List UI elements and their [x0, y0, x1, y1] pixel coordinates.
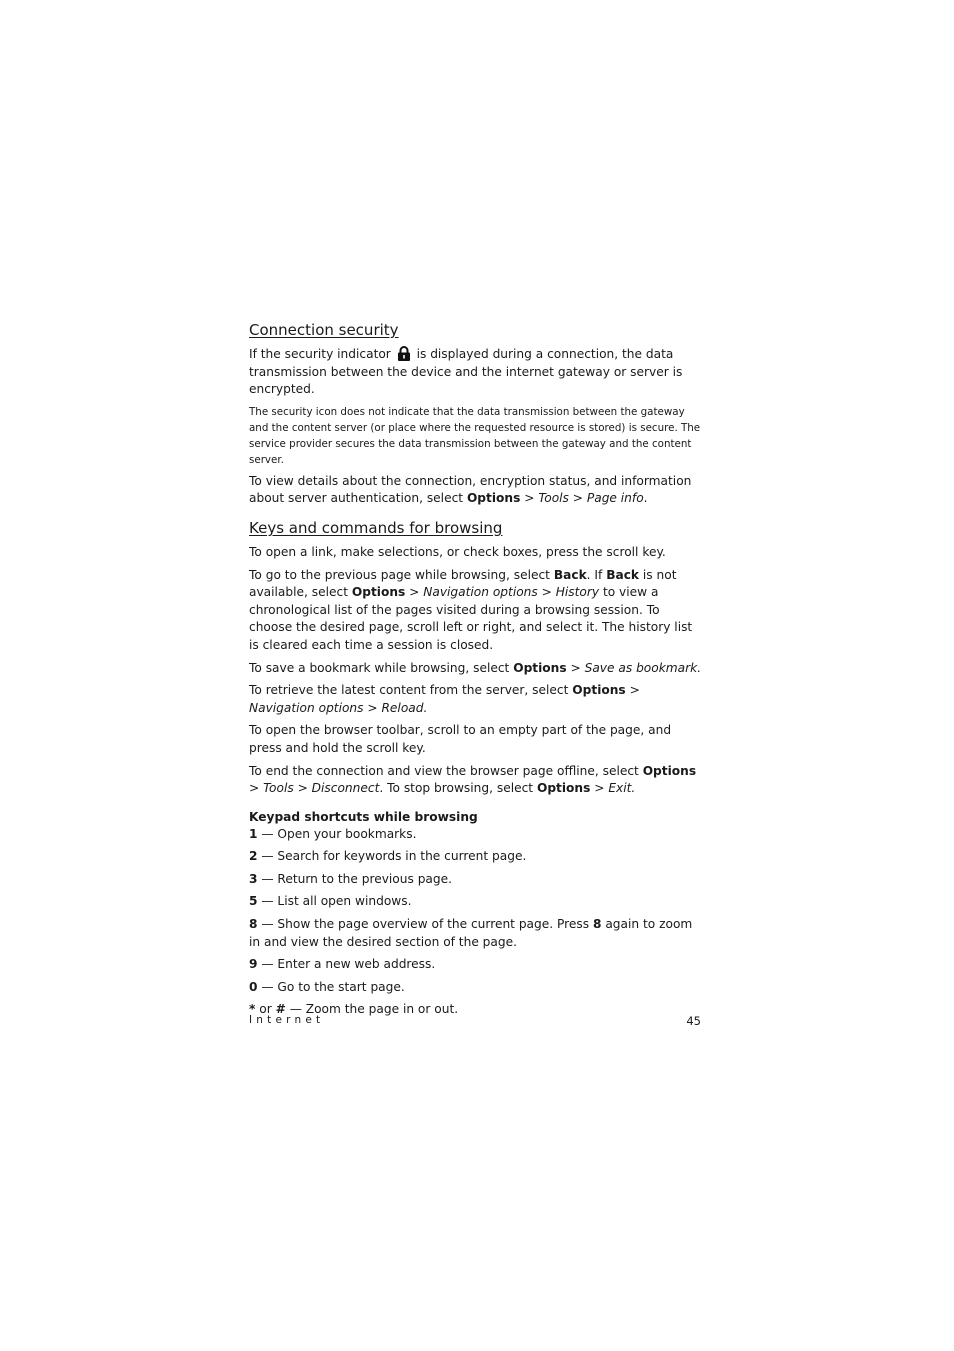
paragraph-page-info: To view details about the connection, encryption status, and information about server authentication, select Options > Tools > Page info. [249, 473, 692, 506]
paragraph-reload: To retrieve the latest content from the server, select Options > Navigation options > Reload. [249, 683, 640, 715]
paragraph-toolbar: To open the browser toolbar, scroll to an empty part of the page, and press and hold the scroll key. [249, 723, 672, 755]
shortcut-item: 5 — List all open windows. [249, 894, 412, 909]
heading-connection-security: Connection security [249, 321, 399, 339]
paragraph-previous-page: To go to the previous page while browsing, select Back. If Back is not available, select Options > Navigation options > History to view a chronological list of the pages visited during a browsing session. To choose the desired page, scroll left or right, and select it. The history list is cleared each time a session is closed. [249, 567, 693, 652]
paragraph-save-bookmark: To save a bookmark while browsing, select Options > Save as bookmark. [249, 660, 702, 675]
paragraph-disconnect: To end the connection and view the browser page offline, select Options > Tools > Disconnect. To stop browsing, select Options > Exit. [249, 763, 697, 796]
shortcut-item: 9 — Enter a new web address. [249, 957, 436, 972]
footer-section-title: Internet [249, 1014, 325, 1026]
page-number: 45 [686, 1014, 701, 1028]
shortcut-item: * or # — Zoom the page in or out. [249, 1002, 459, 1017]
shortcut-item: 0 — Go to the start page. [249, 979, 405, 994]
shortcut-item: 8 — Show the page overview of the current page. Press 8 again to zoom in and view the desired section of the page. [249, 917, 693, 949]
paragraph-open-link: To open a link, make selections, or check boxes, press the scroll key. [249, 544, 666, 559]
paragraph-security-indicator: If the security indicator is displayed during a connection, the data transmission between the device and the internet gateway or server is encrypted. [249, 347, 683, 397]
lock-icon [397, 346, 411, 361]
page-footer [249, 1014, 701, 1026]
security-note: The security icon does not indicate that the data transmission between the gateway and the content server (or place where the requested resource is stored) is secure. The service provider secures the data transmission between the gateway and the content server. [249, 405, 701, 466]
page-content [249, 320, 705, 1024]
heading-keypad-shortcuts: Keypad shortcuts while browsing [249, 809, 478, 824]
heading-keys-commands: Keys and commands for browsing [249, 518, 503, 537]
shortcut-item: 2 — Search for keywords in the current page. [249, 849, 527, 864]
shortcut-item: 1 — Open your bookmarks. [249, 826, 417, 841]
shortcut-item: 3 — Return to the previous page. [249, 871, 453, 886]
